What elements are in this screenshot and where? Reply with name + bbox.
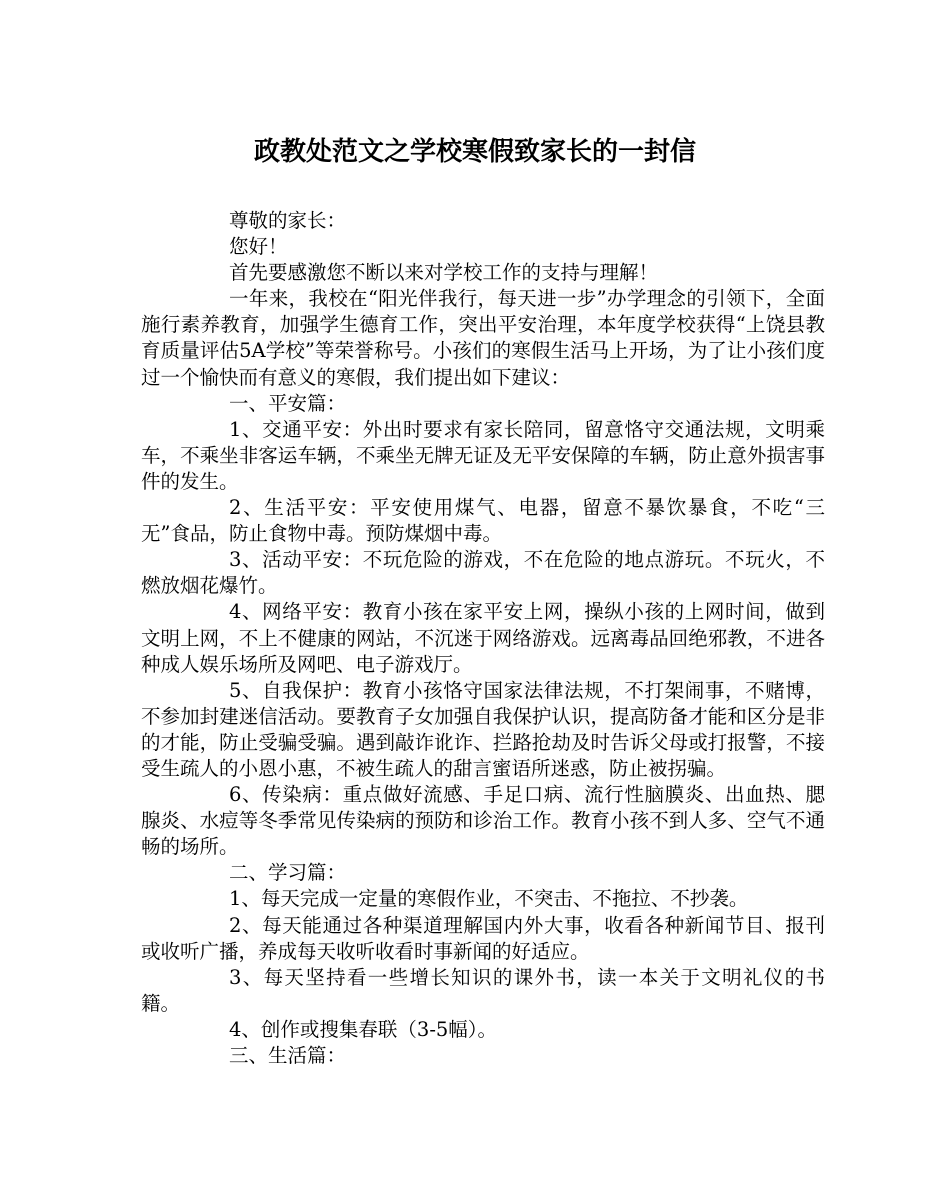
paragraph-network-safety: 4、网络平安：教育小孩在家平安上网，操纵小孩的上网时间，做到文明上网，不上不健康的网站，不沉迷于网络游戏。远离毒品回绝邪教，不进各种成人娱乐场所及网吧、电子游戏厅。 [141, 600, 825, 676]
paragraph-activity-safety: 3、活动平安：不玩危险的游戏，不在危险的地点游玩。不玩火，不燃放烟花爆竹。 [141, 548, 825, 598]
salutation: 尊敬的家长： [229, 209, 347, 232]
paragraph-reading: 3、每天坚持看一些增长知识的课外书，读一本关于文明礼仪的书籍。 [141, 965, 825, 1015]
paragraph-intro: 一年来，我校在“阳光伴我行，每天进一步”办学理念的引领下，全面施行素养教育，加强学生德育工作，突出平安治理，本年度学校获得“上饶县教育质量评估5A学校”等荣誉称号。小孩们的寒假生活马上开场，为了让小孩们度过一个愉快而有意义的寒假，我们提出如下建议： [141, 287, 825, 389]
paragraph-homework: 1、每天完成一定量的寒假作业，不突击、不拖拉、不抄袭。 [229, 887, 749, 911]
greeting: 您好！ [229, 235, 288, 259]
paragraph-life-safety: 2、生活平安：平安使用煤气、电器，留意不暴饮暴食，不吃“三无”食品，防止食物中毒。预防煤烟中毒。 [141, 496, 825, 546]
letter-body [141, 208, 825, 1069]
section-heading-safety: 一、平安篇： [229, 391, 347, 415]
paragraph-self-protection: 5、自我保护：教育小孩恪守国家法律法规，不打架闹事，不赌博，不参加封建迷信活动。要教育子女加强自我保护认识，提高防备才能和区分是非的才能，防止受骗受骗。遇到敲诈讹诈、拦路抢劫及时告诉父母或打报警，不接受生疏人的小恩小惠，不被生疏人的甜言蜜语所迷惑，防止被拐骗。 [141, 678, 825, 780]
paragraph-couplets: 4、创作或搜集春联（3-5幅）。 [229, 1017, 498, 1041]
section-heading-study: 二、学习篇： [229, 861, 347, 885]
paragraph-news: 2、每天能通过各种渠道理解国内外大事，收看各种新闻节目、报刊或收听广播，养成每天收听收看时事新闻的好适应。 [141, 913, 825, 963]
paragraph-infectious-disease: 6、传染病：重点做好流感、手足口病、流行性脑膜炎、出血热、腮腺炎、水痘等冬季常见传染病的预防和诊治工作。教育小孩不到人多、空气不通畅的场所。 [141, 783, 825, 859]
paragraph-thanks: 首先要感激您不断以来对学校工作的支持与理解！ [229, 261, 659, 285]
section-heading-life: 三、生活篇： [229, 1044, 347, 1067]
document-title: 政教处范文之学校寒假致家长的一封信 [253, 137, 696, 167]
paragraph-traffic-safety: 1、交通平安：外出时要求有家长陪同，留意恪守交通法规，文明乘车，不乘坐非客运车辆，不乘坐无牌无证及无平安保障的车辆，防止意外损害事件的发生。 [141, 417, 825, 493]
